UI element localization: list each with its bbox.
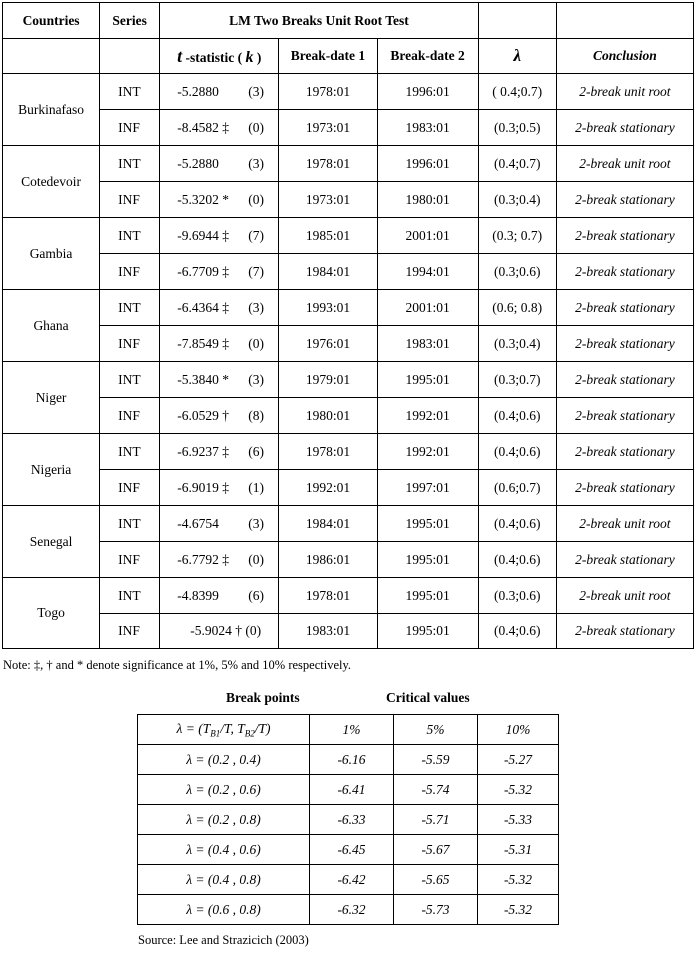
cv-value: -6.32 — [310, 895, 394, 925]
cv-row — [138, 865, 559, 895]
t-statistic-cell: -6.4364 ‡ (3) — [160, 290, 279, 326]
series-cell: INT — [100, 74, 160, 110]
table-row — [3, 110, 694, 146]
cv-value: -5.59 — [394, 745, 478, 775]
lambda-cell: (0.4;0.7) — [478, 146, 556, 182]
lambda-cell: (0.3;0.4) — [478, 326, 556, 362]
cv-row — [138, 895, 559, 925]
break-date-1-cell: 1976:01 — [279, 326, 377, 362]
lambda-cell: (0.4;0.6) — [478, 542, 556, 578]
cv-value: -5.33 — [478, 805, 559, 835]
header-lambda: λ — [478, 39, 556, 74]
conclusion-cell: 2-break stationary — [556, 434, 693, 470]
cv-header-5pct: 5% — [394, 715, 478, 745]
subheader-blank-2 — [100, 39, 160, 74]
lambda-cell: (0.4;0.6) — [478, 506, 556, 542]
table-row — [3, 398, 694, 434]
cv-header-10pct: 10% — [478, 715, 559, 745]
cv-value: -5.32 — [478, 775, 559, 805]
country-cell: Senegal — [3, 506, 100, 578]
cv-value: -6.42 — [310, 865, 394, 895]
header-series: Series — [100, 3, 160, 39]
cv-value: -5.65 — [394, 865, 478, 895]
break-date-2-cell: 1995:01 — [377, 578, 478, 614]
conclusion-cell: 2-break unit root — [556, 578, 693, 614]
series-cell: INT — [100, 218, 160, 254]
lambda-cell: (0.4;0.6) — [478, 398, 556, 434]
cv-break-point: λ = (0.2 , 0.8) — [138, 805, 310, 835]
subheader-blank-1 — [3, 39, 100, 74]
break-date-2-cell: 1992:01 — [377, 434, 478, 470]
conclusion-cell: 2-break unit root — [556, 74, 693, 110]
header-blank-1 — [478, 3, 556, 39]
country-cell: Cotedevoir — [3, 146, 100, 218]
conclusion-cell: 2-break stationary — [556, 614, 693, 649]
break-date-2-cell: 1980:01 — [377, 182, 478, 218]
t-statistic-cell: -6.7709 ‡ (7) — [160, 254, 279, 290]
country-cell: Nigeria — [3, 434, 100, 506]
cv-row — [138, 745, 559, 775]
t-statistic-cell: -6.9237 ‡ (6) — [160, 434, 279, 470]
series-cell: INF — [100, 470, 160, 506]
header-t-statistic: t -statistic ( k ) — [160, 39, 279, 74]
break-date-1-cell: 1983:01 — [279, 614, 377, 649]
t-statistic-cell: -5.9024 † (0) — [160, 614, 279, 649]
lambda-cell: (0.3;0.4) — [478, 182, 556, 218]
break-date-1-cell: 1986:01 — [279, 542, 377, 578]
t-statistic-cell: -5.2880 (3) — [160, 74, 279, 110]
cv-row — [138, 835, 559, 865]
lambda-cell: (0.3;0.6) — [478, 254, 556, 290]
break-date-2-cell: 1983:01 — [377, 110, 478, 146]
table-row — [3, 218, 694, 254]
series-cell: INF — [100, 326, 160, 362]
break-date-2-cell: 1995:01 — [377, 362, 478, 398]
table-row — [3, 326, 694, 362]
header-blank-2 — [556, 3, 693, 39]
break-date-1-cell: 1978:01 — [279, 74, 377, 110]
t-statistic-cell: -5.2880 (3) — [160, 146, 279, 182]
series-cell: INF — [100, 110, 160, 146]
cv-value: -5.27 — [478, 745, 559, 775]
cv-value: -6.16 — [310, 745, 394, 775]
critical-values-table — [137, 714, 559, 925]
cv-break-point: λ = (0.4 , 0.8) — [138, 865, 310, 895]
table-row — [3, 182, 694, 218]
cv-break-point: λ = (0.6 , 0.8) — [138, 895, 310, 925]
break-date-2-cell: 1996:01 — [377, 74, 478, 110]
lambda-cell: (0.3;0.7) — [478, 362, 556, 398]
table-row — [3, 290, 694, 326]
break-date-2-cell: 1995:01 — [377, 614, 478, 649]
t-statistic-cell: -5.3202 * (0) — [160, 182, 279, 218]
table-row — [3, 542, 694, 578]
table-row — [3, 578, 694, 614]
break-date-2-cell: 2001:01 — [377, 290, 478, 326]
series-cell: INF — [100, 614, 160, 649]
country-cell: Togo — [3, 578, 100, 649]
country-cell: Gambia — [3, 218, 100, 290]
conclusion-cell: 2-break stationary — [556, 362, 693, 398]
country-cell: Niger — [3, 362, 100, 434]
conclusion-cell: 2-break unit root — [556, 146, 693, 182]
t-statistic-cell: -6.9019 ‡ (1) — [160, 470, 279, 506]
conclusion-cell: 2-break unit root — [556, 506, 693, 542]
significance-note: Note: ‡, † and * denote significance at 1%, 5% and 10% respectively. — [3, 658, 352, 672]
conclusion-cell: 2-break stationary — [556, 326, 693, 362]
cv-header-lambda: $\lambda = (T_{B1}/T$, $T_{B2}/T$) — [138, 715, 310, 745]
table-row — [3, 146, 694, 182]
header-break-date-1: Break-date 1 — [279, 39, 377, 74]
break-date-1-cell: 1979:01 — [279, 362, 377, 398]
break-date-1-cell: 1993:01 — [279, 290, 377, 326]
lm-test-table — [2, 2, 694, 649]
table-row — [3, 74, 694, 110]
cv-value: -5.32 — [478, 865, 559, 895]
conclusion-cell: 2-break stationary — [556, 182, 693, 218]
cv-break-point: λ = (0.2 , 0.6) — [138, 775, 310, 805]
break-date-2-cell: 1996:01 — [377, 146, 478, 182]
t-statistic-cell: -5.3840 * (3) — [160, 362, 279, 398]
lambda-cell: (0.3;0.6) — [478, 578, 556, 614]
series-cell: INT — [100, 578, 160, 614]
table-row — [3, 434, 694, 470]
t-statistic-cell: -6.0529 † (8) — [160, 398, 279, 434]
series-cell: INT — [100, 290, 160, 326]
series-cell: INT — [100, 146, 160, 182]
break-date-2-cell: 1995:01 — [377, 542, 478, 578]
conclusion-cell: 2-break stationary — [556, 542, 693, 578]
series-cell: INT — [100, 506, 160, 542]
critical-values-title: Critical values — [386, 690, 470, 705]
country-cell: Ghana — [3, 290, 100, 362]
break-date-1-cell: 1984:01 — [279, 506, 377, 542]
t-statistic-cell: -7.8549 ‡ (0) — [160, 326, 279, 362]
cv-value: -6.45 — [310, 835, 394, 865]
header-countries: Countries — [3, 3, 100, 39]
cv-value: -5.32 — [478, 895, 559, 925]
break-date-1-cell: 1980:01 — [279, 398, 377, 434]
lambda-cell: ( 0.4;0.7) — [478, 74, 556, 110]
cv-value: -6.33 — [310, 805, 394, 835]
source-note: Source: Lee and Strazicich (2003) — [138, 933, 309, 947]
break-date-2-cell: 1983:01 — [377, 326, 478, 362]
cv-value: -5.74 — [394, 775, 478, 805]
lambda-cell: (0.4;0.6) — [478, 614, 556, 649]
break-date-1-cell: 1978:01 — [279, 434, 377, 470]
table-row — [3, 614, 694, 649]
break-date-2-cell: 1992:01 — [377, 398, 478, 434]
conclusion-cell: 2-break stationary — [556, 398, 693, 434]
break-date-2-cell: 1997:01 — [377, 470, 478, 506]
t-statistic-cell: -6.7792 ‡ (0) — [160, 542, 279, 578]
lambda-cell: (0.4;0.6) — [478, 434, 556, 470]
series-cell: INF — [100, 542, 160, 578]
cv-row — [138, 805, 559, 835]
cv-value: -5.71 — [394, 805, 478, 835]
header-break-date-2: Break-date 2 — [377, 39, 478, 74]
header-conclusion: Conclusion — [556, 39, 693, 74]
cv-value: -6.41 — [310, 775, 394, 805]
cv-break-point: λ = (0.4 , 0.6) — [138, 835, 310, 865]
break-date-2-cell: 1995:01 — [377, 506, 478, 542]
conclusion-cell: 2-break stationary — [556, 290, 693, 326]
t-statistic-cell: -8.4582 ‡ (0) — [160, 110, 279, 146]
break-date-1-cell: 1973:01 — [279, 110, 377, 146]
conclusion-cell: 2-break stationary — [556, 470, 693, 506]
conclusion-cell: 2-break stationary — [556, 254, 693, 290]
series-cell: INT — [100, 434, 160, 470]
table-row — [3, 254, 694, 290]
cv-header-1pct: 1% — [310, 715, 394, 745]
series-cell: INF — [100, 398, 160, 434]
break-date-1-cell: 1992:01 — [279, 470, 377, 506]
conclusion-cell: 2-break stationary — [556, 218, 693, 254]
table-row — [3, 362, 694, 398]
country-cell: Burkinafaso — [3, 74, 100, 146]
break-date-2-cell: 1994:01 — [377, 254, 478, 290]
series-cell: INF — [100, 182, 160, 218]
conclusion-cell: 2-break stationary — [556, 110, 693, 146]
break-date-1-cell: 1978:01 — [279, 578, 377, 614]
lambda-cell: (0.3;0.5) — [478, 110, 556, 146]
table-row — [3, 470, 694, 506]
break-date-2-cell: 2001:01 — [377, 218, 478, 254]
t-statistic-cell: -9.6944 ‡ (7) — [160, 218, 279, 254]
break-points-title: Break points — [226, 690, 300, 705]
series-cell: INT — [100, 362, 160, 398]
table-row — [3, 506, 694, 542]
break-date-1-cell: 1973:01 — [279, 182, 377, 218]
lambda-cell: (0.3; 0.7) — [478, 218, 556, 254]
cv-value: -5.73 — [394, 895, 478, 925]
series-cell: INF — [100, 254, 160, 290]
break-date-1-cell: 1984:01 — [279, 254, 377, 290]
cv-value: -5.31 — [478, 835, 559, 865]
header-test-title: LM Two Breaks Unit Root Test — [160, 3, 478, 39]
cv-value: -5.67 — [394, 835, 478, 865]
cv-row — [138, 775, 559, 805]
t-statistic-cell: -4.8399 (6) — [160, 578, 279, 614]
t-statistic-cell: -4.6754 (3) — [160, 506, 279, 542]
cv-break-point: λ = (0.2 , 0.4) — [138, 745, 310, 775]
break-date-1-cell: 1978:01 — [279, 146, 377, 182]
break-date-1-cell: 1985:01 — [279, 218, 377, 254]
lambda-cell: (0.6;0.7) — [478, 470, 556, 506]
lambda-cell: (0.6; 0.8) — [478, 290, 556, 326]
